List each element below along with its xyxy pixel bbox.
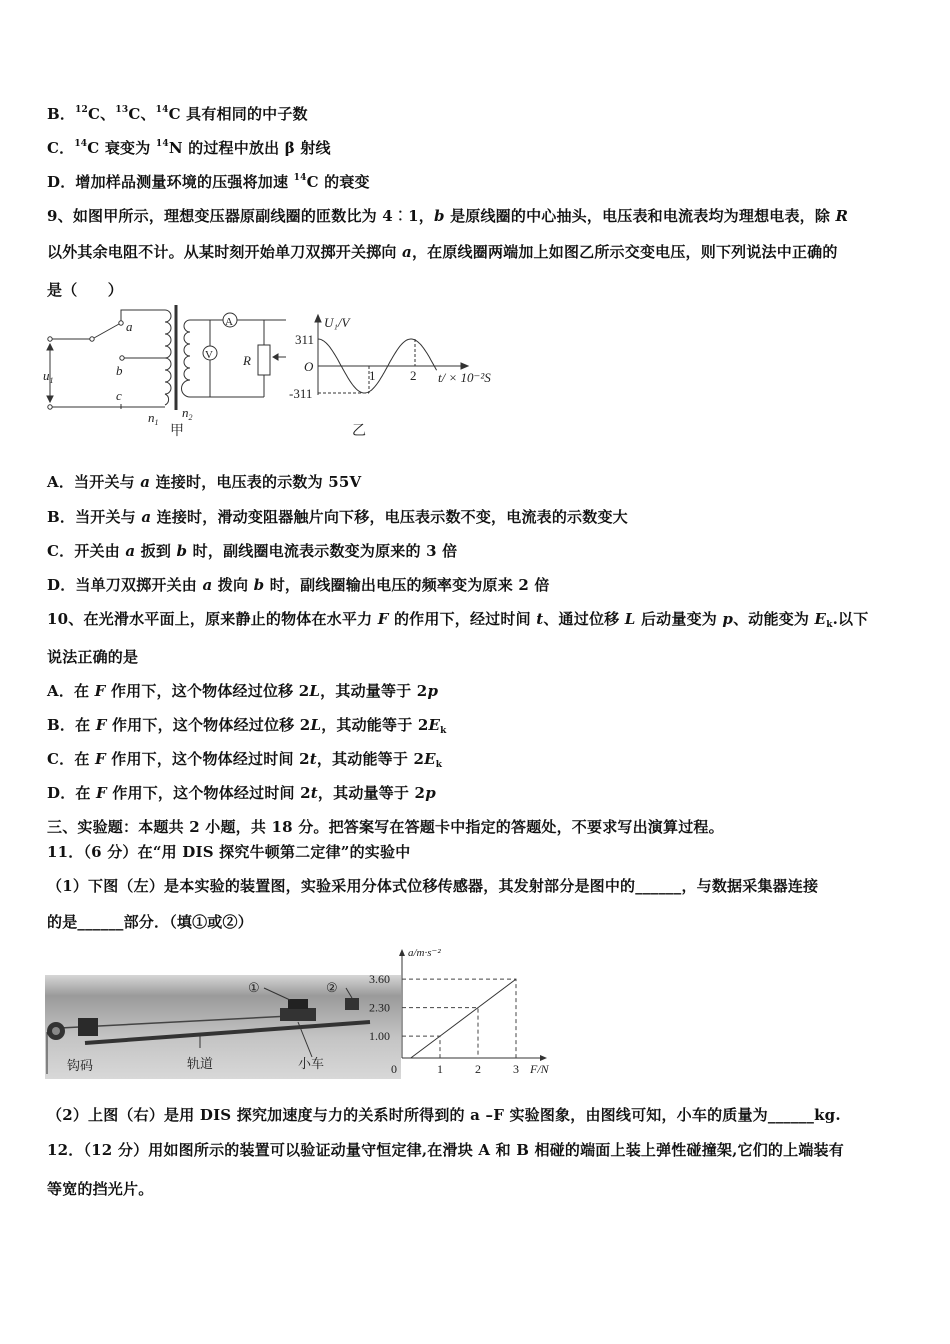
text-segment: ，其动能等于 2	[316, 750, 425, 768]
text-segment: F	[94, 682, 106, 700]
origin-label: 0	[391, 1062, 397, 1076]
text-segment: C．在	[47, 750, 95, 768]
text-segment: （2）上图（右）是用 DIS 探究加速度与力的关系时所得到的 a –F 实验图象，由图线可知，小车的质量为______kg.	[47, 1106, 841, 1124]
x-axis-label: F/N	[530, 1062, 549, 1076]
terminal-a	[119, 321, 123, 325]
text-segment: 12	[75, 105, 89, 115]
text-segment: 14	[155, 105, 169, 115]
text-segment: p	[722, 610, 734, 628]
text-segment: b	[176, 542, 188, 560]
text-segment: 11．（6 分）在“用 DIS 探究牛顿第二定律”的实验中	[47, 843, 411, 861]
question-11-part1-line2	[47, 911, 253, 932]
switch-blade	[94, 324, 119, 338]
text-segment: 时，副线圈输出电压的频率变为原来 2 倍	[264, 576, 550, 594]
text-segment: E	[424, 750, 436, 768]
y-axis-label: a/m·s⁻²	[408, 947, 441, 959]
text-segment: 、通过位移	[543, 610, 625, 628]
text-segment: 14	[74, 139, 88, 149]
text-segment: N 的过程中放出 β 射线	[168, 139, 331, 157]
text-segment: 的是______部分．（填①或②）	[47, 913, 253, 931]
label-1: ①	[248, 980, 260, 995]
caption-jia: 甲	[170, 424, 184, 439]
text-segment: 14	[155, 139, 169, 149]
question-9-line3	[47, 279, 123, 300]
text-segment: t	[536, 610, 544, 628]
caption-yi: 乙	[352, 424, 366, 439]
switch-pivot	[90, 337, 94, 341]
label-b: b	[116, 363, 123, 378]
voltmeter-label: V	[205, 349, 213, 361]
rheostat	[258, 345, 270, 375]
option-9d	[47, 574, 550, 595]
text-segment: （1）下图（左）是本实验的装置图，实验采用分体式位移传感器，其发射部分是图中的______，与数据采集器连接	[47, 877, 819, 895]
x-tick-2: 2	[410, 368, 417, 383]
text-segment: 后动量变为	[635, 610, 723, 628]
question-12-line1	[47, 1139, 844, 1160]
series-line	[411, 979, 516, 1058]
text-segment: F	[377, 610, 389, 628]
text-segment: a	[141, 508, 152, 526]
guide-line	[402, 979, 516, 1058]
y-axis-arrow	[399, 949, 405, 956]
label-weights: 钩码	[67, 1058, 94, 1073]
section-3-heading	[47, 816, 724, 837]
text-segment: C．	[47, 139, 75, 157]
text-segment: t	[310, 784, 318, 802]
text-segment: 、动能变为	[733, 610, 815, 628]
label-R: R	[243, 353, 251, 368]
text-segment: 作用下，这个物体经过时间 2	[106, 784, 311, 802]
text-segment: 14	[293, 173, 307, 183]
x-axis-arrow	[540, 1055, 547, 1061]
secondary-coil	[182, 320, 191, 397]
option-9b	[47, 506, 628, 527]
text-segment: 是（ ）	[47, 281, 124, 299]
text-segment: E	[814, 610, 827, 628]
cart	[280, 1008, 316, 1021]
question-12-line2	[47, 1178, 153, 1199]
text-segment: a	[202, 576, 213, 594]
text-segment: 作用下，这个物体经过位移 2	[105, 682, 310, 700]
question-11-part1-line1	[47, 875, 818, 896]
text-segment: 12．（12 分）用如图所示的装置可以验证动量守恒定律,在滑块 A 和 B 相碰的端面上装上弹性碰撞架,它们的上端装有	[47, 1141, 844, 1159]
text-segment: A．当开关与	[47, 473, 141, 491]
text-segment: L	[624, 610, 636, 628]
guide-line	[402, 1036, 440, 1058]
option-10a	[47, 680, 438, 701]
option-8b	[47, 103, 308, 124]
label-n2: $n_2$	[182, 405, 193, 422]
text-segment: 三、实验题：本题共 2 小题，共 18 分。把答案写在答题卡中指定的答题处，不要求写出演算过程。	[47, 818, 724, 836]
option-9c	[47, 540, 457, 561]
text-segment: a	[125, 542, 136, 560]
text-segment: t	[309, 750, 317, 768]
text-segment: R	[835, 207, 849, 225]
text-segment: k	[826, 620, 833, 630]
text-segment: a	[402, 243, 412, 261]
label-2: ②	[326, 980, 338, 995]
y-tick-label: 1.00	[369, 1029, 390, 1044]
text-segment: F	[95, 716, 107, 734]
question-11	[47, 841, 410, 862]
text-segment: 的作用下，经过时间	[388, 610, 537, 628]
label-cart: 小车	[298, 1056, 325, 1071]
text-segment: 是原线圈的中心抽头，电压表和电流表均为理想电表，除	[444, 207, 836, 225]
text-segment: F	[94, 750, 106, 768]
transformer-figure	[40, 300, 520, 440]
text-segment: L	[310, 716, 322, 734]
text-segment: D．增加样品测量环境的压强将加速	[47, 173, 294, 191]
y-tick-label: 2.30	[369, 1000, 390, 1015]
y-axis-label: U₁/V	[324, 315, 350, 330]
text-segment: F	[96, 784, 107, 802]
text-segment: C．开关由	[47, 542, 126, 560]
question-11-part2	[47, 1104, 841, 1125]
x-tick-label: 3	[513, 1062, 519, 1076]
weights	[78, 1018, 98, 1036]
text-segment: 10、在光滑水平面上，原来静止的物体在水平力	[47, 610, 378, 628]
text-segment: C 的衰变	[306, 173, 370, 191]
x-tick-label: 1	[437, 1062, 443, 1076]
origin-label: O	[304, 359, 314, 374]
text-segment: 连接时，电压表的示数为 55V	[150, 473, 362, 491]
text-segment: 等宽的挡光片。	[47, 1180, 154, 1198]
question-10-line1	[47, 608, 868, 630]
text-segment: 扳到	[135, 542, 177, 560]
text-segment: B．在	[47, 716, 96, 734]
text-segment: 时，副线圈电流表示数变为原来的 3 倍	[187, 542, 458, 560]
label-c: c	[116, 388, 122, 403]
option-10b	[47, 714, 447, 736]
text-segment: a	[140, 473, 151, 491]
text-segment: 说法正确的是	[47, 648, 139, 666]
receiver	[345, 998, 359, 1010]
text-segment: C 具有相同的中子数	[168, 105, 308, 123]
question-9-line1	[47, 205, 848, 226]
x-axis-label: t/ × 10⁻²S	[438, 370, 491, 385]
y-tick-label: 3.60	[369, 972, 390, 987]
y-min-label: -311	[289, 386, 313, 401]
text-segment: C 衰变为	[87, 139, 156, 157]
option-8c	[47, 137, 331, 158]
y-max-label: 311	[295, 332, 315, 347]
x-tick-1: 1	[369, 368, 376, 383]
x-tick-label: 2	[475, 1062, 481, 1076]
option-10c	[47, 748, 442, 770]
text-segment: ，在原线圈两端加上如图乙所示交变电压，则下列说法中正确的	[411, 243, 838, 261]
text-segment: 9、如图甲所示，理想变压器原副线圈的匝数比为 4︰1，	[47, 207, 434, 225]
text-segment: 13	[115, 105, 129, 115]
text-segment: C、	[128, 105, 156, 123]
text-segment: ，其动量等于 2	[317, 784, 426, 802]
terminal-b	[120, 356, 124, 360]
apparatus-photo	[45, 975, 401, 1079]
label-n1: $n_1$	[148, 410, 159, 427]
question-10-line2	[47, 646, 138, 667]
text-segment: A．在	[47, 682, 95, 700]
terminal-bottom	[48, 405, 52, 409]
option-9a	[47, 471, 361, 492]
primary-coil	[165, 310, 171, 405]
text-segment: B．	[47, 105, 76, 123]
text-segment: 拨向	[212, 576, 254, 594]
text-segment: p	[427, 682, 439, 700]
text-segment: 以外其余电阻不计。从某时刻开始单刀双掷开关掷向	[47, 243, 403, 261]
text-segment: 作用下，这个物体经过位移 2	[106, 716, 311, 734]
option-8d	[47, 171, 370, 192]
text-segment: b	[253, 576, 265, 594]
option-10d	[47, 782, 436, 803]
text-segment: ，其动能等于 2	[321, 716, 429, 734]
text-segment: B．当开关与	[47, 508, 142, 526]
text-segment: b	[433, 207, 445, 225]
text-segment: p	[425, 784, 436, 802]
label-track: 轨道	[187, 1056, 214, 1071]
ammeter-label: A	[225, 316, 233, 328]
text-segment: D．在	[47, 784, 97, 802]
text-segment: C、	[88, 105, 116, 123]
question-9-line2	[47, 241, 838, 262]
text-segment: .以下	[832, 610, 869, 628]
experiment-figure	[40, 940, 600, 1080]
text-segment: k	[435, 760, 443, 770]
label-u1: $u_1$	[43, 368, 54, 385]
label-a: a	[126, 319, 133, 334]
text-segment: k	[440, 726, 447, 736]
text-segment: 作用下，这个物体经过时间 2	[105, 750, 310, 768]
text-segment: 连接时，滑动变阻器触片向下移，电压表示数不变，电流表的示数变大	[151, 508, 628, 526]
text-segment: L	[309, 682, 321, 700]
text-segment: D．当单刀双掷开关由	[47, 576, 203, 594]
text-segment: ，其动量等于 2	[320, 682, 428, 700]
terminal-top	[48, 337, 52, 341]
text-segment: E	[428, 716, 441, 734]
